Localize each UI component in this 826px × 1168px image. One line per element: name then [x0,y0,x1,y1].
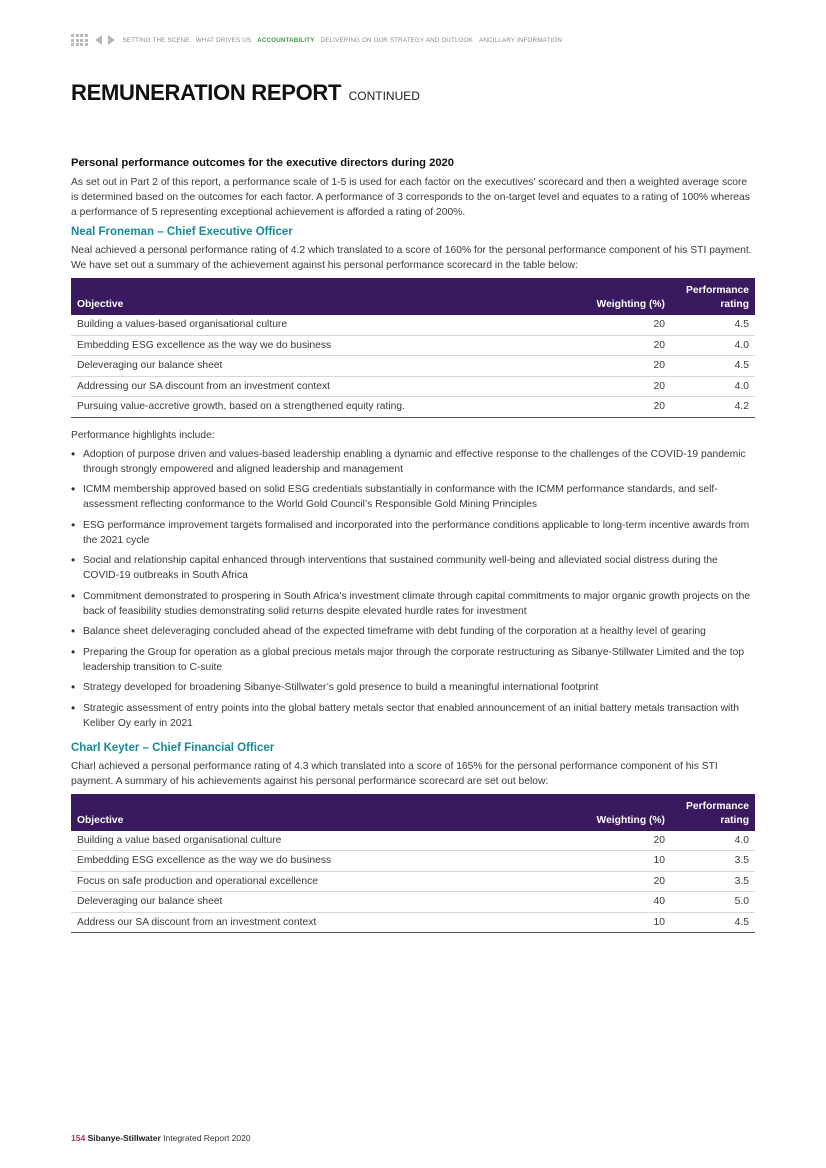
cell-rating: 4.5 [671,356,755,377]
table-row [71,315,755,335]
cell-objective: Embedding ESG excellence as the way we do business [71,335,549,356]
cell-weighting: 20 [549,871,671,892]
table-header-row [71,794,755,831]
nav-item-what-drives-us[interactable]: WHAT DRIVES US [195,36,252,44]
cell-weighting: 20 [549,356,671,377]
cfo-heading: Charl Keyter – Chief Financial Officer [71,741,275,754]
cell-rating: 4.2 [671,397,755,418]
cell-objective: Building a value based organisational culture [71,831,549,851]
column-header-objective: Objective [71,278,549,315]
table-row [71,851,755,872]
cell-rating: 4.0 [671,335,755,356]
list-item: • ICMM membership approved based on solid ESG credentials substantially in conformance with the ICMM performance standards, and self-assessment reflecting conformance to the World Gold Council’s Responsible Gold Mining Principles [71,482,755,512]
cell-rating: 4.0 [671,831,755,851]
column-header-objective: Objective [71,794,549,831]
cell-objective: Pursuing value-accretive growth, based on a strengthened equity rating. [71,397,549,418]
list-item: • Balance sheet deleveraging concluded ahead of the expected timeframe with debt funding of the corporation at a healthy level of gearing [71,624,755,639]
previous-page-icon[interactable] [95,35,102,45]
cell-objective: Focus on safe production and operational excellence [71,871,549,892]
cell-rating: 3.5 [671,851,755,872]
cell-weighting: 10 [549,912,671,933]
cell-weighting: 20 [549,831,671,851]
cell-rating: 4.5 [671,315,755,335]
section-intro: As set out in Part 2 of this report, a performance scale of 1-5 is used for each factor on the executives’ scorecard and then a weighted average score is determined based on the outcomes for each factor. A performance of 3 corresponds to the on-target level and equates to a rating of 100% whereas a performance of 5 representing exceptional achievement is afforded a rating of 200%. [71,177,750,218]
list-item: • Commitment demonstrated to prospering in South Africa’s investment climate through capital commitments to major organic growth projects on the back of feasibility studies demonstrating solid returns despite elevated hurdle rates for investment [71,589,755,619]
ceo-scorecard-table [71,278,755,418]
ceo-heading: Neal Froneman – Chief Executive Officer [71,226,293,238]
list-item: • Strategy developed for broadening Sibanye-Stillwater’s gold presence to build a meaningful international footprint [71,680,755,695]
cell-weighting: 20 [549,376,671,397]
list-item: • Adoption of purpose driven and values-based leadership enabling a dynamic and effective response to the challenges of the COVID-19 pandemic through strongly empowered and aligned leadership and management [71,447,755,477]
cell-weighting: 10 [549,851,671,872]
table-row [71,397,755,418]
report-name: Integrated Report 2020 [163,1133,251,1143]
section-heading: Personal performance outcomes for the executive directors during 2020 [71,157,454,169]
nav-item-ancillary-information[interactable]: ANCILLARY INFORMATION [479,36,562,44]
nav-item-delivering-strategy[interactable]: DELIVERING ON OUR STRATEGY AND OUTLOOK [320,36,474,44]
grid-menu-icon[interactable] [71,34,88,46]
list-item: • ESG performance improvement targets formalised and incorporated into the performance conditions applicable to long-term incentive awards from the 2021 cycle [71,518,755,548]
nav-item-setting-the-scene[interactable]: SETTING THE SCENE [122,36,190,44]
ceo-summary: Neal achieved a personal performance rating of 4.2 which translated to a score of 160% for the personal performance component of his STI payment. We have set out a summary of the achievement against his personal performance scorecard in the table below: [71,245,752,271]
cell-objective: Addressing our SA discount from an investment context [71,376,549,397]
company-name: Sibanye-Stillwater [87,1133,161,1143]
cell-rating: 4.5 [671,912,755,933]
list-item: • Preparing the Group for operation as a global precious metals major through the corporate restructuring as Sibanye-Stillwater Limited and the top leadership transition to C-suite [71,645,755,675]
highlights-intro: Performance highlights include: [71,429,215,441]
cell-objective: Embedding ESG excellence as the way we do business [71,851,549,872]
cell-weighting: 20 [549,315,671,335]
cell-objective: Deleveraging our balance sheet [71,892,549,913]
table-row [71,831,755,851]
list-item: • Strategic assessment of entry points into the global battery metals sector that enabled announcement of an initial battery metals transaction with Keliber Oy early in 2021 [71,701,755,731]
table-header-row [71,278,755,315]
cell-rating: 4.0 [671,376,755,397]
next-page-icon[interactable] [108,35,115,45]
cell-rating: 5.0 [671,892,755,913]
table-row [71,376,755,397]
cell-objective: Address our SA discount from an investment context [71,912,549,933]
column-header-performance-rating: Performance rating [671,278,755,315]
cell-weighting: 20 [549,335,671,356]
page-title-sub: CONTINUED [348,89,420,103]
cfo-summary: Charl achieved a personal performance rating of 4.3 which translated into a score of 165% for the personal performance component of his STI payment. A summary of his achievements against his personal performance scorecard are set out below: [71,760,718,787]
page-footer [71,1133,251,1143]
column-header-weighting: Weighting (%) [549,794,671,831]
cell-weighting: 40 [549,892,671,913]
column-header-performance-rating: Performance rating [671,794,755,831]
cell-weighting: 20 [549,397,671,418]
table-row [71,871,755,892]
cell-rating: 3.5 [671,871,755,892]
page-title-main: REMUNERATION REPORT [71,80,342,105]
highlights-list [71,447,755,731]
cell-objective: Deleveraging our balance sheet [71,356,549,377]
page-number: 154 [71,1133,86,1143]
cfo-scorecard-table [71,794,755,934]
section-navigation [71,32,568,48]
cell-objective: Building a values-based organisational culture [71,315,549,335]
column-header-weighting: Weighting (%) [549,278,671,315]
main-content [71,156,755,939]
page-title [71,80,420,106]
nav-item-accountability[interactable]: ACCOUNTABILITY [257,36,315,44]
list-item: • Social and relationship capital enhanced through interventions that sustained community well-being and alleviated social distress during the COVID-19 outbreaks in South Africa [71,553,755,583]
table-row [71,335,755,356]
table-row [71,892,755,913]
table-row [71,356,755,377]
table-row [71,912,755,933]
